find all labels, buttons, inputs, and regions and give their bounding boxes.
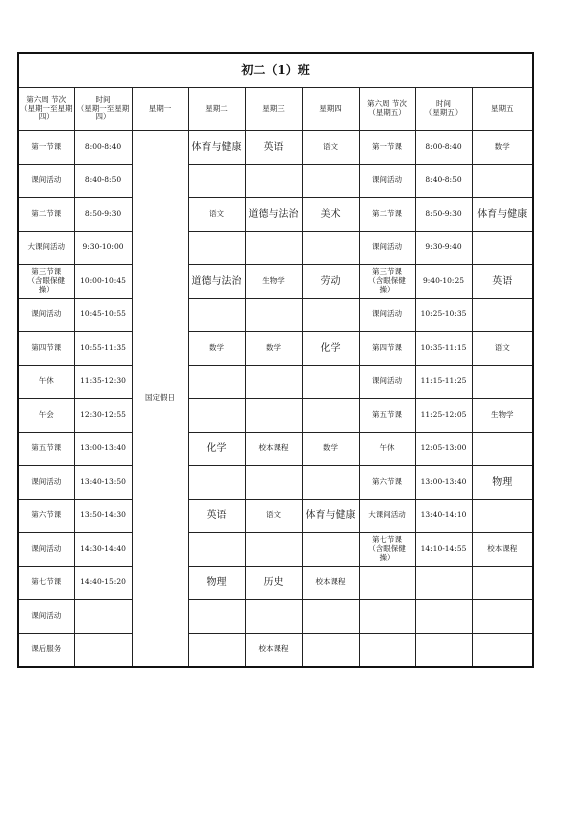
subject-cell-wed [245, 231, 302, 265]
period-cell: 午休 [18, 365, 74, 399]
subject-cell-fri [472, 566, 533, 600]
table-row [18, 466, 533, 500]
period-cell-friday: 第一节课 [359, 131, 415, 165]
time-cell-friday: 8:00-8:40 [415, 131, 472, 165]
header-right-period: 第六周 节次 （星期五） [359, 88, 415, 131]
header-left-period: 第六周 节次 （星期一至星期四） [18, 88, 74, 131]
subject-cell-thu [302, 399, 359, 433]
period-cell-friday [359, 633, 415, 667]
subject-cell-fri: 生物学 [472, 399, 533, 433]
table-row [18, 365, 533, 399]
subject-cell-wed [245, 399, 302, 433]
subject-cell-thu: 语文 [302, 131, 359, 165]
subject-cell-wed: 语文 [245, 499, 302, 533]
subject-cell-thu [302, 164, 359, 198]
subject-cell-wed: 生物学 [245, 265, 302, 299]
time-cell: 10:00-10:45 [74, 265, 132, 299]
subject-cell-tue: 道德与法治 [188, 265, 245, 299]
period-cell-friday: 第二节课 [359, 198, 415, 232]
time-cell-friday [415, 566, 472, 600]
subject-cell-wed: 数学 [245, 332, 302, 366]
subject-cell-thu [302, 298, 359, 332]
time-cell: 11:35-12:30 [74, 365, 132, 399]
subject-cell-fri [472, 600, 533, 634]
subject-cell-thu [302, 365, 359, 399]
time-cell: 13:50-14:30 [74, 499, 132, 533]
subject-cell-thu: 劳动 [302, 265, 359, 299]
time-cell [74, 633, 132, 667]
subject-cell-fri [472, 298, 533, 332]
subject-cell-tue: 物理 [188, 566, 245, 600]
time-cell-friday: 8:50-9:30 [415, 198, 472, 232]
period-cell: 大课间活动 [18, 231, 74, 265]
subject-cell-wed: 英语 [245, 131, 302, 165]
subject-cell-wed [245, 533, 302, 567]
period-cell: 第五节课 [18, 432, 74, 466]
table-row [18, 633, 533, 667]
period-cell-friday: 第五节课 [359, 399, 415, 433]
period-cell-friday: 第三节课 （含眼保健 操） [359, 265, 415, 299]
subject-cell-thu: 化学 [302, 332, 359, 366]
table-row [18, 432, 533, 466]
time-cell-friday: 12:05-13:00 [415, 432, 472, 466]
time-cell: 12:30-12:55 [74, 399, 132, 433]
time-cell: 14:40-15:20 [74, 566, 132, 600]
time-cell: 10:55-11:35 [74, 332, 132, 366]
subject-cell-tue [188, 600, 245, 634]
table-row [18, 399, 533, 433]
subject-cell-fri [472, 365, 533, 399]
period-cell: 第一节课 [18, 131, 74, 165]
subject-cell-tue [188, 633, 245, 667]
subject-cell-fri: 语文 [472, 332, 533, 366]
period-cell-friday: 第六节课 [359, 466, 415, 500]
header-right-time: 时间 （星期五） [415, 88, 472, 131]
subject-cell-fri: 英语 [472, 265, 533, 299]
time-cell-friday: 11:15-11:25 [415, 365, 472, 399]
period-cell-friday: 课间活动 [359, 164, 415, 198]
period-cell: 课间活动 [18, 466, 74, 500]
subject-cell-tue [188, 365, 245, 399]
subject-cell-tue [188, 298, 245, 332]
time-cell-friday: 13:00-13:40 [415, 466, 472, 500]
period-cell-friday: 课间活动 [359, 298, 415, 332]
subject-cell-thu [302, 600, 359, 634]
holiday-cell: 国定假日 [132, 131, 188, 668]
subject-cell-fri: 物理 [472, 466, 533, 500]
table-row [18, 198, 533, 232]
table-row [18, 533, 533, 567]
period-cell-friday: 课间活动 [359, 365, 415, 399]
period-cell-friday: 大课间活动 [359, 499, 415, 533]
subject-cell-wed: 道德与法治 [245, 198, 302, 232]
period-cell: 第二节课 [18, 198, 74, 232]
subject-cell-tue: 英语 [188, 499, 245, 533]
time-cell-friday: 8:40-8:50 [415, 164, 472, 198]
subject-cell-tue: 语文 [188, 198, 245, 232]
header-wednesday: 星期三 [245, 88, 302, 131]
period-cell: 课间活动 [18, 600, 74, 634]
subject-cell-tue [188, 533, 245, 567]
period-cell: 第三节课 （含眼保健 操） [18, 265, 74, 299]
time-cell-friday: 11:25-12:05 [415, 399, 472, 433]
table-row [18, 231, 533, 265]
time-cell-friday: 9:30-9:40 [415, 231, 472, 265]
class-title: 初二（1）班 [18, 53, 533, 88]
subject-cell-fri [472, 499, 533, 533]
period-cell-friday: 第四节课 [359, 332, 415, 366]
subject-cell-tue [188, 231, 245, 265]
subject-cell-tue [188, 399, 245, 433]
subject-cell-fri: 校本课程 [472, 533, 533, 567]
subject-cell-thu [302, 533, 359, 567]
table-row [18, 131, 533, 165]
time-cell-friday: 9:40-10:25 [415, 265, 472, 299]
subject-cell-fri: 数学 [472, 131, 533, 165]
subject-cell-thu: 美术 [302, 198, 359, 232]
subject-cell-fri [472, 164, 533, 198]
subject-cell-wed: 历史 [245, 566, 302, 600]
time-cell: 13:40-13:50 [74, 466, 132, 500]
period-cell: 第七节课 [18, 566, 74, 600]
table-row [18, 332, 533, 366]
subject-cell-wed [245, 600, 302, 634]
period-cell: 课间活动 [18, 533, 74, 567]
period-cell: 第四节课 [18, 332, 74, 366]
subject-cell-thu [302, 633, 359, 667]
period-cell: 课间活动 [18, 298, 74, 332]
table-row [18, 298, 533, 332]
subject-cell-fri [472, 231, 533, 265]
period-cell-friday: 第七节课 （含眼保健 操） [359, 533, 415, 567]
subject-cell-wed: 校本课程 [245, 633, 302, 667]
period-cell-friday: 午休 [359, 432, 415, 466]
subject-cell-tue [188, 466, 245, 500]
time-cell [74, 600, 132, 634]
subject-cell-tue: 数学 [188, 332, 245, 366]
subject-cell-wed [245, 466, 302, 500]
time-cell-friday: 10:35-11:15 [415, 332, 472, 366]
time-cell: 8:50-9:30 [74, 198, 132, 232]
period-cell: 课间活动 [18, 164, 74, 198]
subject-cell-fri [472, 633, 533, 667]
table-row [18, 164, 533, 198]
table-row [18, 600, 533, 634]
period-cell-friday [359, 566, 415, 600]
time-cell: 9:30-10:00 [74, 231, 132, 265]
subject-cell-fri [472, 432, 533, 466]
time-cell: 8:00-8:40 [74, 131, 132, 165]
header-tuesday: 星期二 [188, 88, 245, 131]
subject-cell-wed: 校本课程 [245, 432, 302, 466]
time-cell-friday [415, 600, 472, 634]
time-cell: 10:45-10:55 [74, 298, 132, 332]
time-cell-friday: 10:25-10:35 [415, 298, 472, 332]
subject-cell-wed [245, 365, 302, 399]
subject-cell-thu: 校本课程 [302, 566, 359, 600]
subject-cell-fri: 体育与健康 [472, 198, 533, 232]
time-cell-friday: 13:40-14:10 [415, 499, 472, 533]
subject-cell-tue [188, 164, 245, 198]
subject-cell-thu: 数学 [302, 432, 359, 466]
period-cell: 午会 [18, 399, 74, 433]
subject-cell-thu [302, 231, 359, 265]
header-left-time: 时间 （星期一至星期四） [74, 88, 132, 131]
subject-cell-wed [245, 164, 302, 198]
time-cell-friday [415, 633, 472, 667]
time-cell-friday: 14:10-14:55 [415, 533, 472, 567]
subject-cell-thu [302, 466, 359, 500]
subject-cell-thu: 体育与健康 [302, 499, 359, 533]
period-cell-friday [359, 600, 415, 634]
table-row [18, 566, 533, 600]
time-cell: 8:40-8:50 [74, 164, 132, 198]
header-friday: 星期五 [472, 88, 533, 131]
period-cell: 课后服务 [18, 633, 74, 667]
subject-cell-tue: 体育与健康 [188, 131, 245, 165]
header-thursday: 星期四 [302, 88, 359, 131]
table-row [18, 499, 533, 533]
subject-cell-wed [245, 298, 302, 332]
subject-cell-tue: 化学 [188, 432, 245, 466]
period-cell: 第六节课 [18, 499, 74, 533]
timetable [17, 52, 534, 668]
time-cell: 13:00-13:40 [74, 432, 132, 466]
header-monday: 星期一 [132, 88, 188, 131]
table-row [18, 265, 533, 299]
time-cell: 14:30-14:40 [74, 533, 132, 567]
period-cell-friday: 课间活动 [359, 231, 415, 265]
